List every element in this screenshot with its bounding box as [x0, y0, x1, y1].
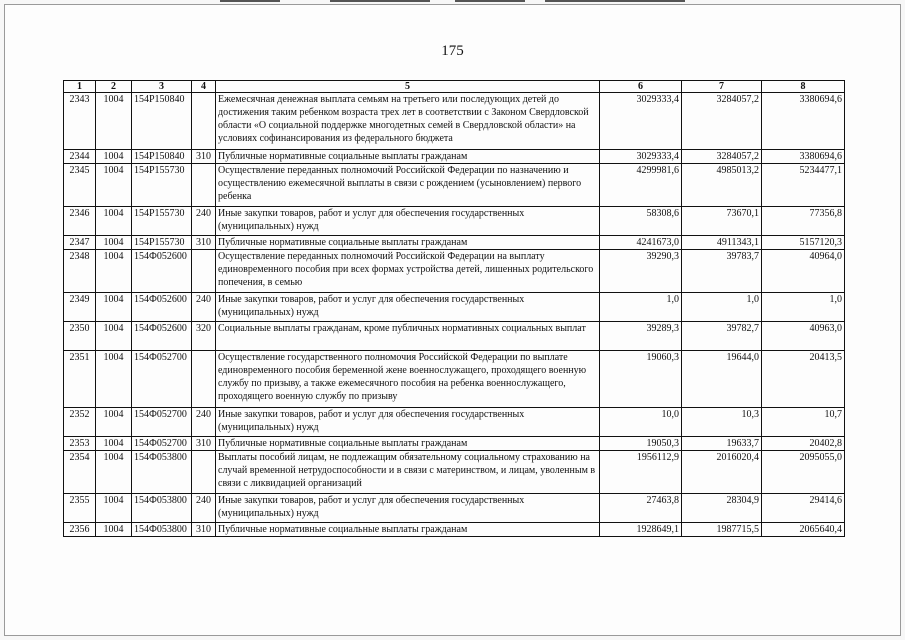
table-row — [64, 494, 845, 523]
table-body — [64, 93, 845, 537]
expense-type-cell: 240 — [192, 293, 216, 322]
amount-cell-col6: 39289,3 — [600, 322, 682, 351]
expense-type-cell — [192, 451, 216, 494]
row-number-cell: 2343 — [64, 93, 96, 150]
description-cell: Публичные нормативные социальные выплаты гражданам — [216, 437, 600, 451]
amount-cell-col6: 3029333,4 — [600, 93, 682, 150]
target-code-cell: 154Ф052700 — [132, 408, 192, 437]
section-code-cell: 1004 — [96, 523, 132, 537]
table-header-row — [64, 81, 845, 93]
section-code-cell: 1004 — [96, 164, 132, 207]
expense-type-cell — [192, 164, 216, 207]
table-row — [64, 523, 845, 537]
row-number-cell: 2346 — [64, 207, 96, 236]
section-code-cell: 1004 — [96, 351, 132, 408]
column-header: 2 — [96, 81, 132, 93]
table-row — [64, 150, 845, 164]
amount-cell-col8: 5234477,1 — [762, 164, 845, 207]
amount-cell-col6: 19050,3 — [600, 437, 682, 451]
section-code-cell: 1004 — [96, 293, 132, 322]
row-number-cell: 2348 — [64, 250, 96, 293]
target-code-cell: 154Ф052700 — [132, 437, 192, 451]
amount-cell-col7: 10,3 — [682, 408, 762, 437]
section-code-cell: 1004 — [96, 408, 132, 437]
target-code-cell: 154Ф052600 — [132, 293, 192, 322]
amount-cell-col7: 28304,9 — [682, 494, 762, 523]
amount-cell-col6: 4241673,0 — [600, 236, 682, 250]
target-code-cell: 154Ф052600 — [132, 322, 192, 351]
scan-edge-line — [330, 0, 430, 2]
target-code-cell: 154Ф053800 — [132, 523, 192, 537]
amount-cell-col6: 1928649,1 — [600, 523, 682, 537]
table-row — [64, 451, 845, 494]
amount-cell-col8: 29414,6 — [762, 494, 845, 523]
description-cell: Осуществление переданных полномочий Российской Федерации на выплату единовременного пособия при всех формах устройства детей, лишенных родительского попечения, в семью — [216, 250, 600, 293]
amount-cell-col8: 3380694,6 — [762, 93, 845, 150]
row-number-cell: 2355 — [64, 494, 96, 523]
amount-cell-col7: 1,0 — [682, 293, 762, 322]
scan-edge-line — [220, 0, 280, 2]
amount-cell-col7: 19633,7 — [682, 437, 762, 451]
description-cell: Публичные нормативные социальные выплаты гражданам — [216, 150, 600, 164]
amount-cell-col8: 20413,5 — [762, 351, 845, 408]
target-code-cell: 154P155730 — [132, 236, 192, 250]
row-number-cell: 2349 — [64, 293, 96, 322]
section-code-cell: 1004 — [96, 322, 132, 351]
column-header: 1 — [64, 81, 96, 93]
column-header: 8 — [762, 81, 845, 93]
expense-type-cell: 310 — [192, 150, 216, 164]
row-number-cell: 2351 — [64, 351, 96, 408]
section-code-cell: 1004 — [96, 437, 132, 451]
table-row — [64, 207, 845, 236]
table-row — [64, 437, 845, 451]
amount-cell-col6: 10,0 — [600, 408, 682, 437]
amount-cell-col8: 2095055,0 — [762, 451, 845, 494]
amount-cell-col8: 40964,0 — [762, 250, 845, 293]
amount-cell-col8: 10,7 — [762, 408, 845, 437]
document-page — [4, 4, 901, 636]
expense-type-cell: 320 — [192, 322, 216, 351]
expense-type-cell: 240 — [192, 494, 216, 523]
expense-type-cell — [192, 351, 216, 408]
table-row — [64, 408, 845, 437]
row-number-cell: 2350 — [64, 322, 96, 351]
amount-cell-col7: 3284057,2 — [682, 150, 762, 164]
row-number-cell: 2354 — [64, 451, 96, 494]
row-number-cell: 2356 — [64, 523, 96, 537]
description-cell: Выплаты пособий лицам, не подлежащим обязательному социальному страхованию на случай временной нетрудоспособности и в связи с материнством, и лицам, уволенным в связи с ликвидацией организаций — [216, 451, 600, 494]
amount-cell-col6: 4299981,6 — [600, 164, 682, 207]
amount-cell-col7: 39783,7 — [682, 250, 762, 293]
section-code-cell: 1004 — [96, 236, 132, 250]
section-code-cell: 1004 — [96, 494, 132, 523]
expense-type-cell: 310 — [192, 236, 216, 250]
amount-cell-col7: 4911343,1 — [682, 236, 762, 250]
section-code-cell: 1004 — [96, 207, 132, 236]
amount-cell-col6: 3029333,4 — [600, 150, 682, 164]
amount-cell-col7: 3284057,2 — [682, 93, 762, 150]
column-header: 7 — [682, 81, 762, 93]
row-number-cell: 2352 — [64, 408, 96, 437]
table-row — [64, 164, 845, 207]
description-cell: Осуществление переданных полномочий Российской Федерации по назначению и осуществлению ежемесячной выплаты в связи с рождением (усыновлением) первого ребенка — [216, 164, 600, 207]
amount-cell-col8: 2065640,4 — [762, 523, 845, 537]
amount-cell-col6: 39290,3 — [600, 250, 682, 293]
row-number-cell: 2353 — [64, 437, 96, 451]
row-number-cell: 2344 — [64, 150, 96, 164]
section-code-cell: 1004 — [96, 93, 132, 150]
expense-type-cell: 310 — [192, 523, 216, 537]
amount-cell-col8: 77356,8 — [762, 207, 845, 236]
budget-table — [63, 80, 845, 537]
table-row — [64, 351, 845, 408]
target-code-cell: 154Ф053800 — [132, 451, 192, 494]
description-cell: Иные закупки товаров, работ и услуг для обеспечения государственных (муниципальных) нужд — [216, 207, 600, 236]
row-number-cell: 2345 — [64, 164, 96, 207]
target-code-cell: 154Ф052700 — [132, 351, 192, 408]
description-cell: Ежемесячная денежная выплата семьям на третьего или последующих детей до достижения таким ребенком возраста трех лет в соответствии с Законом Свердловской области «О социальной поддержке многодетных семей в Свердловской области» на условиях софинансирования из федерального бюджета — [216, 93, 600, 150]
amount-cell-col6: 27463,8 — [600, 494, 682, 523]
description-cell: Иные закупки товаров, работ и услуг для обеспечения государственных (муниципальных) нужд — [216, 293, 600, 322]
target-code-cell: 154P155730 — [132, 207, 192, 236]
table-row — [64, 93, 845, 150]
scan-edge-line — [545, 0, 685, 2]
expense-type-cell: 240 — [192, 207, 216, 236]
description-cell: Социальные выплаты гражданам, кроме публичных нормативных социальных выплат — [216, 322, 600, 351]
description-cell: Публичные нормативные социальные выплаты гражданам — [216, 523, 600, 537]
scan-edge-line — [455, 0, 525, 2]
column-header: 5 — [216, 81, 600, 93]
table-row — [64, 293, 845, 322]
amount-cell-col8: 1,0 — [762, 293, 845, 322]
column-header: 6 — [600, 81, 682, 93]
description-cell: Публичные нормативные социальные выплаты гражданам — [216, 236, 600, 250]
amount-cell-col7: 2016020,4 — [682, 451, 762, 494]
amount-cell-col6: 58308,6 — [600, 207, 682, 236]
amount-cell-col7: 4985013,2 — [682, 164, 762, 207]
target-code-cell: 154P155730 — [132, 164, 192, 207]
target-code-cell: 154P150840 — [132, 150, 192, 164]
amount-cell-col6: 1956112,9 — [600, 451, 682, 494]
amount-cell-col6: 1,0 — [600, 293, 682, 322]
amount-cell-col8: 3380694,6 — [762, 150, 845, 164]
amount-cell-col7: 19644,0 — [682, 351, 762, 408]
amount-cell-col6: 19060,3 — [600, 351, 682, 408]
description-cell: Иные закупки товаров, работ и услуг для обеспечения государственных (муниципальных) нужд — [216, 408, 600, 437]
page-number: 175 — [441, 43, 464, 59]
expense-type-cell: 310 — [192, 437, 216, 451]
section-code-cell: 1004 — [96, 250, 132, 293]
amount-cell-col8: 40963,0 — [762, 322, 845, 351]
row-number-cell: 2347 — [64, 236, 96, 250]
column-header: 3 — [132, 81, 192, 93]
table-row — [64, 236, 845, 250]
amount-cell-col7: 39782,7 — [682, 322, 762, 351]
expense-type-cell — [192, 93, 216, 150]
table-row — [64, 322, 845, 351]
amount-cell-col7: 1987715,5 — [682, 523, 762, 537]
description-cell: Иные закупки товаров, работ и услуг для обеспечения государственных (муниципальных) нужд — [216, 494, 600, 523]
expense-type-cell — [192, 250, 216, 293]
target-code-cell: 154Ф052600 — [132, 250, 192, 293]
section-code-cell: 1004 — [96, 451, 132, 494]
description-cell: Осуществление государственного полномочия Российской Федерации по выплате единовременного пособия беременной жене военнослужащего, проходящего военную службу по призыву, а также ежемесячного пособия на ребенка военнослужащего, проходящего военную службу по призыву — [216, 351, 600, 408]
section-code-cell: 1004 — [96, 150, 132, 164]
column-header: 4 — [192, 81, 216, 93]
amount-cell-col8: 5157120,3 — [762, 236, 845, 250]
amount-cell-col7: 73670,1 — [682, 207, 762, 236]
amount-cell-col8: 20402,8 — [762, 437, 845, 451]
expense-type-cell: 240 — [192, 408, 216, 437]
target-code-cell: 154P150840 — [132, 93, 192, 150]
target-code-cell: 154Ф053800 — [132, 494, 192, 523]
table-row — [64, 250, 845, 293]
